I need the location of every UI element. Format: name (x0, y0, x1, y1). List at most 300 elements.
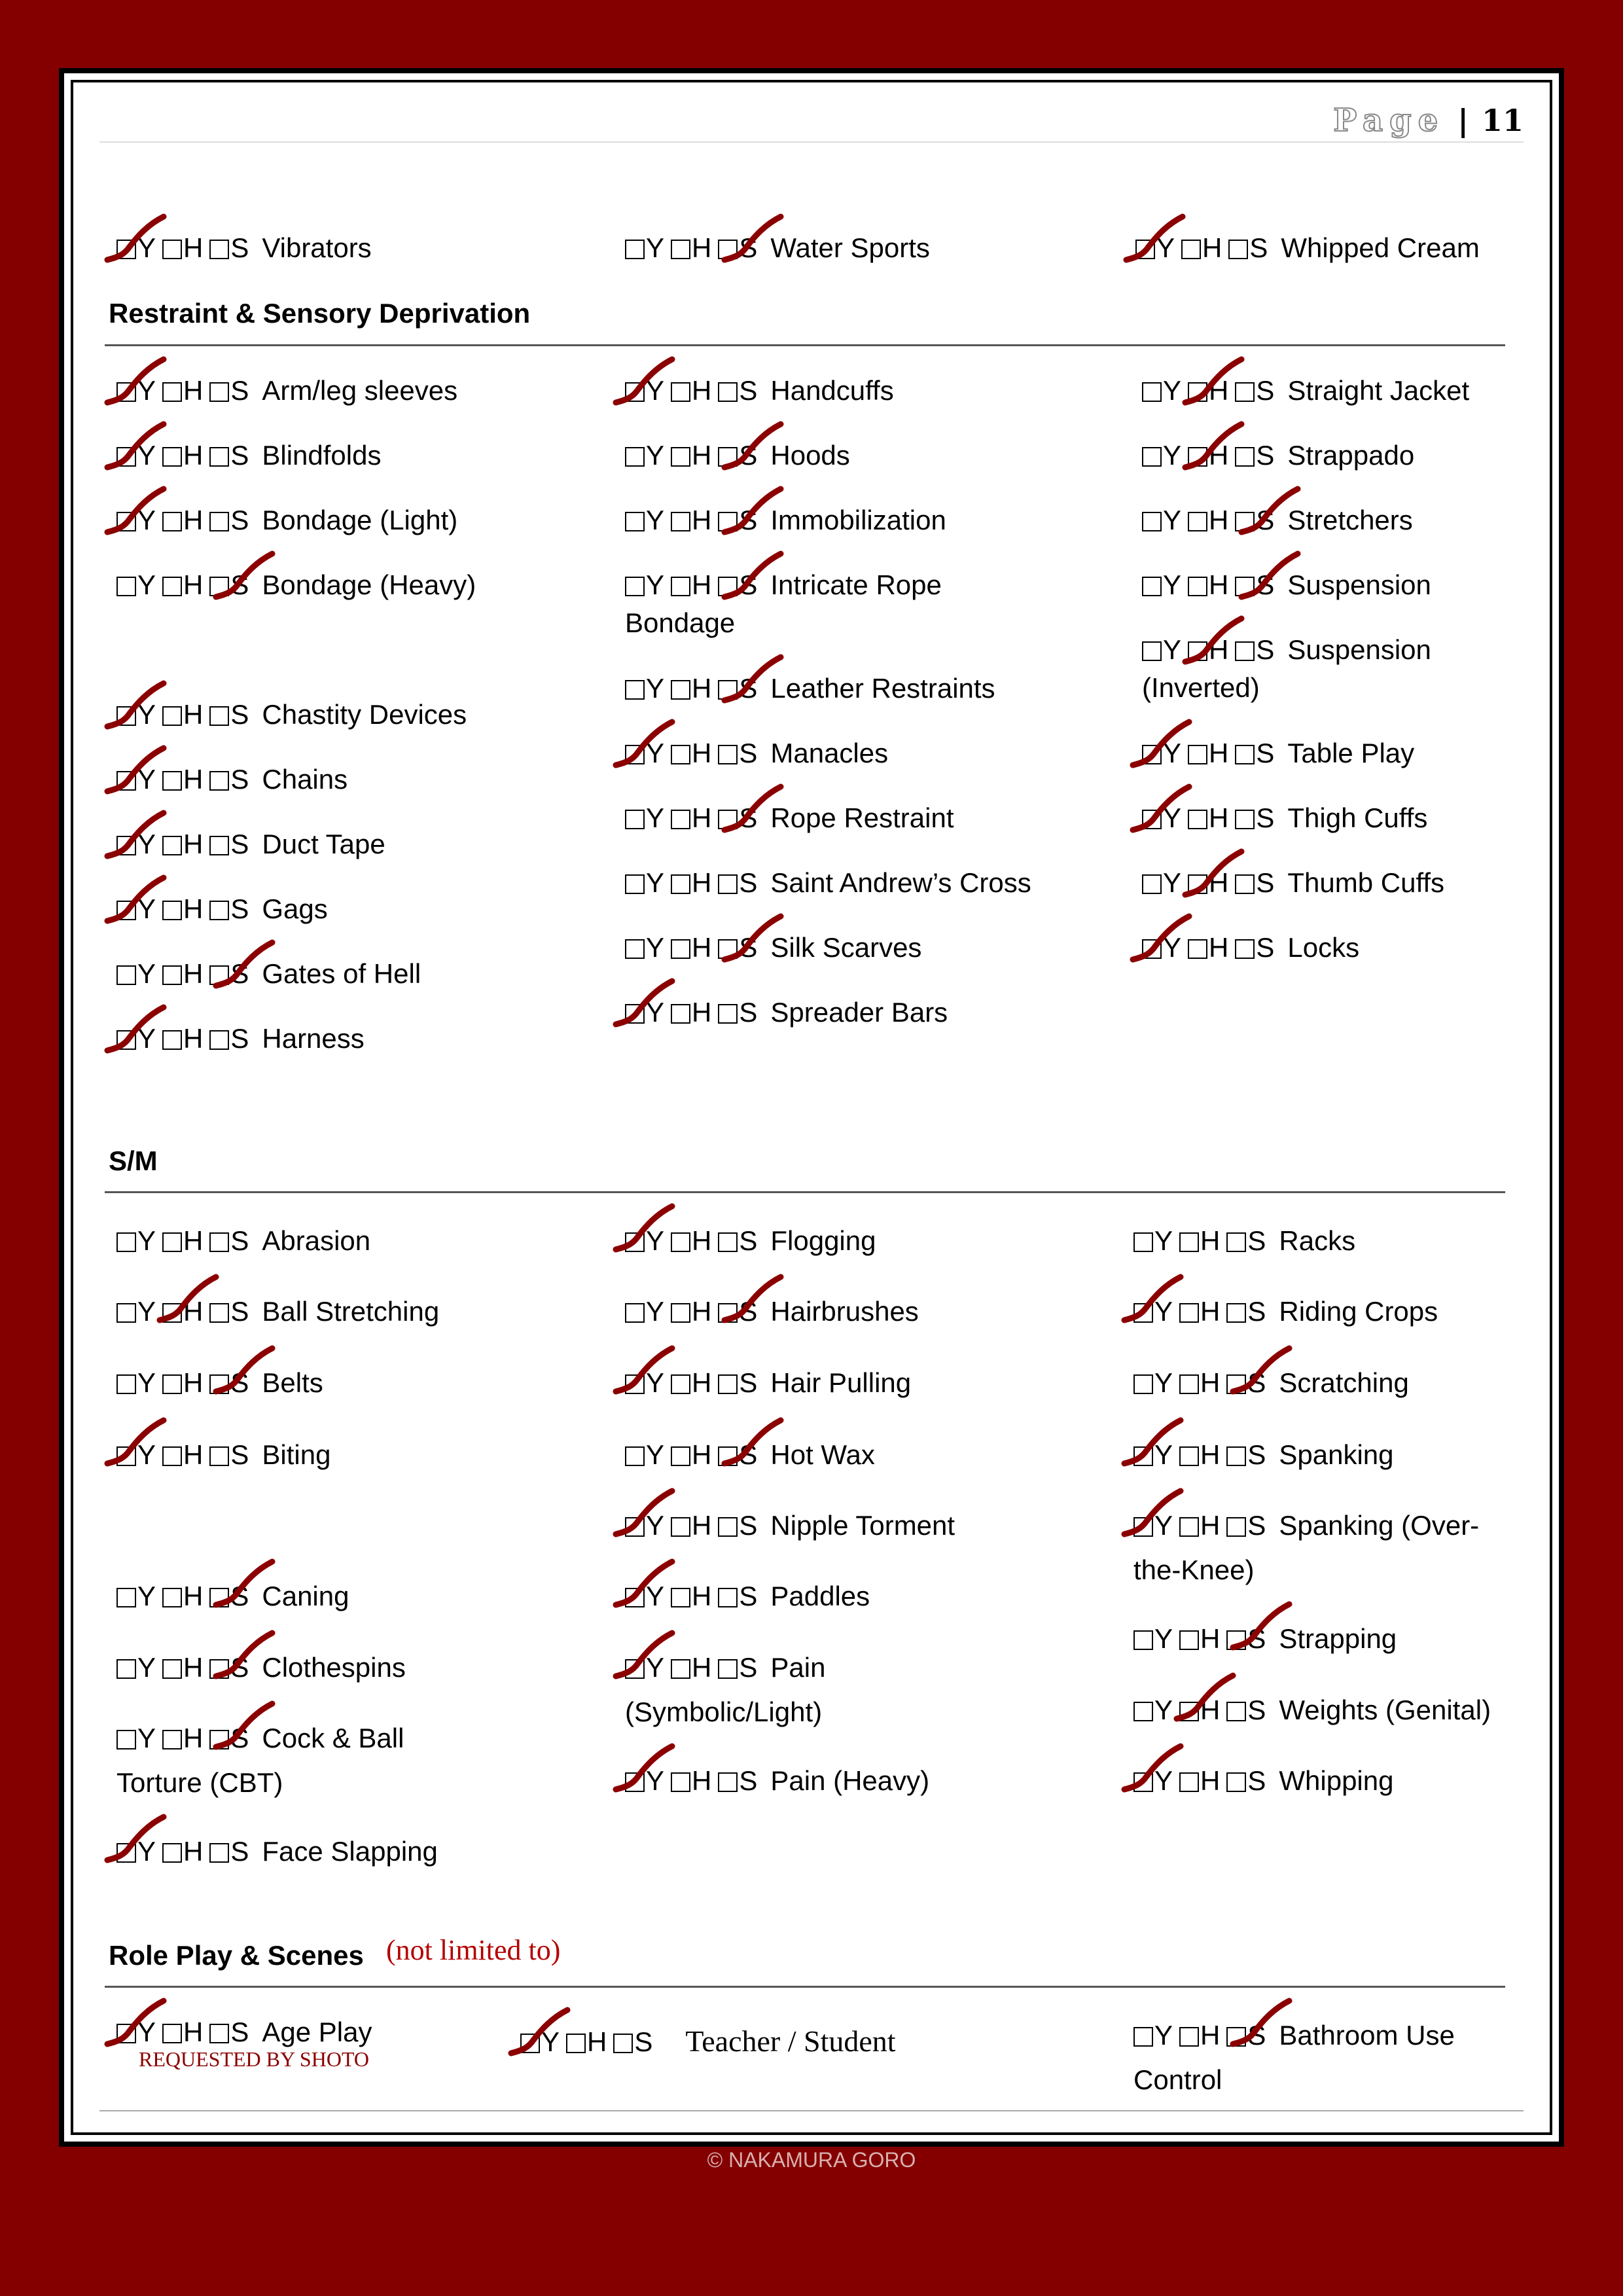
checkbox-s[interactable] (209, 447, 229, 467)
checkbox-h[interactable] (671, 1772, 690, 1792)
checkbox-h[interactable] (162, 706, 182, 726)
checkbox-letter: S (739, 673, 758, 704)
checklist-item-harness (116, 1020, 365, 1058)
checkbox-s[interactable] (1226, 1772, 1246, 1792)
checkbox-h[interactable] (1188, 641, 1207, 661)
item-label: Bathroom Use Control (1133, 2020, 1455, 2095)
checkbox-letter: Y (646, 1765, 665, 1796)
checkbox-letter: S (230, 1225, 249, 1256)
checkbox-h[interactable] (1188, 577, 1207, 596)
checkbox-letter: S (1249, 232, 1268, 263)
checkbox-y[interactable] (625, 1772, 645, 1792)
checkbox-y[interactable] (116, 1843, 136, 1863)
checkbox-h[interactable] (1179, 2027, 1199, 2047)
checkbox-y[interactable] (1133, 2027, 1153, 2047)
checklist-item-gags (116, 890, 328, 928)
checkbox-s[interactable] (209, 771, 229, 791)
checkbox-letter: Y (137, 1296, 156, 1327)
checkbox-h[interactable] (162, 836, 182, 855)
checkbox-s[interactable] (718, 447, 738, 467)
item-label: Stretchers (1287, 505, 1413, 535)
checkbox-letter: S (739, 932, 758, 963)
checkbox-h[interactable] (671, 1446, 690, 1466)
checkbox-letter: Y (137, 1581, 156, 1611)
checkbox-s[interactable] (1235, 939, 1255, 959)
checkbox-y[interactable] (625, 1004, 645, 1024)
checkbox-letter: S (739, 1581, 758, 1611)
checkbox-s[interactable] (209, 1446, 229, 1466)
checkbox-s[interactable] (1235, 512, 1255, 531)
checkbox-h[interactable] (671, 1374, 690, 1394)
checkbox-s[interactable] (1226, 2027, 1246, 2047)
choice-boxes (116, 829, 255, 859)
checkbox-s[interactable] (1235, 641, 1255, 661)
checkbox-h[interactable] (671, 512, 690, 531)
checkbox-h[interactable] (1179, 1303, 1199, 1323)
checkbox-h[interactable] (1179, 1630, 1199, 1650)
checklist-item-chains (116, 761, 348, 798)
checkbox-y[interactable] (625, 1303, 645, 1323)
choice-boxes (116, 232, 255, 263)
checkbox-y[interactable] (1142, 939, 1162, 959)
checkbox-letter: Y (137, 893, 156, 924)
checkbox-letter: H (692, 932, 712, 963)
item-label: Handcuffs (770, 375, 894, 406)
checkbox-h[interactable] (162, 2024, 182, 2043)
checkbox-h[interactable] (162, 240, 182, 259)
checkbox-h[interactable] (162, 1232, 182, 1252)
checkbox-letter: Y (646, 1296, 665, 1327)
item-label: Gags (262, 893, 328, 924)
choice-boxes (625, 1581, 764, 1611)
checkbox-y[interactable] (1142, 745, 1162, 764)
checkbox-s[interactable] (718, 1374, 738, 1394)
checkbox-h[interactable] (162, 1446, 182, 1466)
checkbox-letter: Y (646, 802, 665, 833)
checkbox-s[interactable] (209, 1303, 229, 1323)
checkbox-h[interactable] (671, 382, 690, 402)
checkbox-s[interactable] (718, 1517, 738, 1537)
checkbox-h[interactable] (671, 1004, 690, 1024)
checkbox-letter: H (183, 232, 204, 263)
checkbox-y[interactable] (625, 1659, 645, 1679)
checklist-item-stretchers (1142, 501, 1413, 539)
checkbox-y[interactable] (116, 1659, 136, 1679)
checkbox-y[interactable] (116, 1232, 136, 1252)
checkbox-letter: Y (137, 1652, 156, 1683)
item-label: Rope Restraint (770, 802, 954, 833)
checkbox-y[interactable] (625, 382, 645, 402)
checkbox-h[interactable] (1188, 447, 1207, 467)
checkbox-h[interactable] (1179, 1446, 1199, 1466)
choice-boxes (625, 997, 764, 1028)
checkbox-letter: S (230, 2017, 249, 2047)
checklist-item-flogging (625, 1219, 876, 1263)
checkbox-y[interactable] (625, 447, 645, 467)
checkbox-y[interactable] (116, 1588, 136, 1607)
checkbox-h[interactable] (671, 1659, 690, 1679)
checkbox-s[interactable] (718, 1659, 738, 1679)
checkbox-s[interactable] (718, 745, 738, 764)
checkbox-h[interactable] (671, 874, 690, 894)
choice-boxes (1133, 1367, 1272, 1398)
checklist-item-locks (1142, 929, 1359, 967)
checkbox-s[interactable] (209, 836, 229, 855)
choice-boxes (116, 893, 255, 924)
checkbox-y[interactable] (1133, 1446, 1153, 1466)
checkbox-y[interactable] (1133, 1702, 1153, 1721)
section-title-restraint: Restraint & Sensory Deprivation (109, 298, 531, 329)
checkbox-h[interactable] (1179, 1702, 1199, 1721)
item-label: Hairbrushes (770, 1296, 919, 1327)
checkbox-s[interactable] (1226, 1630, 1246, 1650)
checkbox-h[interactable] (162, 382, 182, 402)
checkbox-s[interactable] (209, 382, 229, 402)
checkbox-y[interactable] (1133, 1374, 1153, 1394)
checkbox-h[interactable] (671, 1588, 690, 1607)
checkbox-y[interactable] (116, 1446, 136, 1466)
checkbox-y[interactable] (116, 382, 136, 402)
checkbox-letter: S (230, 569, 249, 600)
checkbox-y[interactable] (625, 810, 645, 829)
checklist-item-silk-scarves (625, 929, 921, 967)
checkbox-h[interactable] (1188, 874, 1207, 894)
checkbox-h[interactable] (1179, 1517, 1199, 1537)
checkbox-s[interactable] (209, 512, 229, 531)
checkbox-s[interactable] (718, 512, 738, 531)
checkbox-h[interactable] (1188, 939, 1207, 959)
checkbox-h[interactable] (1181, 240, 1201, 259)
checkbox-h[interactable] (1188, 512, 1207, 531)
checkbox-s[interactable] (209, 1232, 229, 1252)
choice-boxes (1135, 232, 1274, 263)
checklist-item-weights-genital (1133, 1688, 1491, 1732)
item-label: Abrasion (262, 1225, 371, 1256)
checkbox-s[interactable] (209, 965, 229, 985)
checkbox-h[interactable] (1179, 1374, 1199, 1394)
checklist-item-whipped-cream (1135, 229, 1480, 267)
checkbox-letter: H (183, 1367, 204, 1398)
checkbox-y[interactable] (1142, 512, 1162, 531)
checkbox-y[interactable] (1133, 1303, 1153, 1323)
checkbox-h[interactable] (1188, 382, 1207, 402)
checkbox-h[interactable] (671, 680, 690, 700)
checkbox-y[interactable] (625, 874, 645, 894)
checkbox-h[interactable] (162, 1303, 182, 1323)
checkbox-y[interactable] (116, 836, 136, 855)
checkbox-letter: H (1202, 232, 1222, 263)
checkbox-s[interactable] (718, 1588, 738, 1607)
checkbox-h[interactable] (671, 745, 690, 764)
checkbox-s[interactable] (1226, 1517, 1246, 1537)
choice-boxes (116, 375, 255, 406)
checklist-item-thigh-cuffs (1142, 799, 1427, 837)
checkbox-h[interactable] (671, 1303, 690, 1323)
checkbox-letter: S (1256, 375, 1275, 406)
checklist-item-handcuffs (625, 372, 894, 410)
checkbox-letter: H (1200, 1225, 1221, 1256)
checkbox-y[interactable] (116, 577, 136, 596)
checkbox-s[interactable] (209, 1730, 229, 1749)
checkbox-y[interactable] (625, 1446, 645, 1466)
choice-boxes (116, 1367, 255, 1398)
checkbox-s[interactable] (718, 240, 738, 259)
item-label: Spanking (Over-the-Knee) (1133, 1510, 1480, 1585)
checkbox-s[interactable] (209, 1374, 229, 1394)
item-label: Biting (262, 1439, 331, 1470)
checkbox-h[interactable] (1188, 810, 1207, 829)
checkbox-s[interactable] (209, 1588, 229, 1607)
checkbox-h[interactable] (162, 1588, 182, 1607)
checkbox-h[interactable] (162, 512, 182, 531)
checkbox-h[interactable] (162, 577, 182, 596)
choice-boxes (520, 2026, 659, 2057)
checkbox-y[interactable] (116, 1303, 136, 1323)
checkbox-s[interactable] (718, 1303, 738, 1323)
checkbox-letter: H (692, 1367, 712, 1398)
item-label: Cock & Ball Torture (CBT) (116, 1723, 404, 1798)
checkbox-y[interactable] (116, 447, 136, 467)
choice-boxes (625, 867, 764, 898)
checkbox-letter: S (1256, 867, 1275, 898)
checkbox-letter: H (1209, 505, 1229, 535)
checkbox-s[interactable] (209, 1030, 229, 1050)
checkbox-s[interactable] (718, 1446, 738, 1466)
checkbox-h[interactable] (162, 1659, 182, 1679)
checkbox-letter: S (1247, 1695, 1266, 1725)
checkbox-y[interactable] (1135, 240, 1155, 259)
checkbox-h[interactable] (162, 771, 182, 791)
checkbox-h[interactable] (162, 965, 182, 985)
checkbox-s[interactable] (718, 939, 738, 959)
checkbox-s[interactable] (1235, 874, 1255, 894)
checkbox-s[interactable] (209, 1843, 229, 1863)
checkbox-h[interactable] (566, 2034, 586, 2053)
checkbox-s[interactable] (209, 901, 229, 920)
checkbox-h[interactable] (671, 577, 690, 596)
checkbox-letter: S (1247, 1225, 1266, 1256)
checkbox-s[interactable] (1235, 447, 1255, 467)
checkbox-h[interactable] (671, 1517, 690, 1537)
checkbox-letter: Y (137, 1367, 156, 1398)
checkbox-y[interactable] (625, 1374, 645, 1394)
checkbox-letter: S (230, 1023, 249, 1054)
checkbox-h[interactable] (162, 1730, 182, 1749)
checklist-item-intricate-rope-bondage (625, 566, 965, 642)
checkbox-letter: S (230, 1723, 249, 1753)
checkbox-y[interactable] (116, 1730, 136, 1749)
checkbox-s[interactable] (209, 706, 229, 726)
checklist-item-chastity-devices (116, 696, 467, 734)
checkbox-y[interactable] (1133, 1517, 1153, 1537)
checkbox-y[interactable] (116, 965, 136, 985)
checkbox-s[interactable] (209, 1659, 229, 1679)
checkbox-s[interactable] (1226, 1303, 1246, 1323)
checkbox-y[interactable] (625, 745, 645, 764)
checkbox-letter: S (1247, 1296, 1266, 1327)
checkbox-letter: H (183, 893, 204, 924)
checklist-item-suspension-inverted (1142, 631, 1482, 707)
checkbox-h[interactable] (162, 1843, 182, 1863)
checkbox-letter: H (692, 1510, 712, 1541)
checkbox-s[interactable] (718, 680, 738, 700)
checkbox-s[interactable] (1228, 240, 1248, 259)
checklist-item-hot-wax (625, 1433, 875, 1477)
checkbox-s[interactable] (718, 810, 738, 829)
checkbox-h[interactable] (162, 1030, 182, 1050)
checkbox-s[interactable] (718, 874, 738, 894)
checkbox-letter: S (1247, 2020, 1266, 2051)
checkbox-letter: Y (137, 958, 156, 989)
choice-boxes (116, 1723, 255, 1753)
checklist-item-water-sports (625, 229, 930, 267)
checkbox-letter: S (230, 1367, 249, 1398)
copyright: © NAKAMURA GORO (707, 2148, 916, 2172)
checkbox-y[interactable] (1142, 447, 1162, 467)
checkbox-s[interactable] (1235, 810, 1255, 829)
checkbox-letter: S (739, 232, 758, 263)
checkbox-s[interactable] (1235, 745, 1255, 764)
checkbox-letter: S (230, 440, 249, 471)
checkbox-s[interactable] (1226, 1446, 1246, 1466)
checkbox-letter: Y (1154, 1225, 1173, 1256)
checkbox-letter: H (692, 1225, 712, 1256)
checkbox-letter: Y (1163, 505, 1182, 535)
checkbox-s[interactable] (209, 2024, 229, 2043)
checkbox-y[interactable] (1142, 810, 1162, 829)
checkbox-h[interactable] (671, 240, 690, 259)
checkbox-h[interactable] (671, 810, 690, 829)
checkbox-y[interactable] (116, 706, 136, 726)
checklist-item-hoods (625, 437, 850, 475)
checkbox-letter: H (692, 1765, 712, 1796)
item-label: Gates of Hell (262, 958, 421, 989)
checkbox-s[interactable] (1226, 1702, 1246, 1721)
checkbox-letter: Y (137, 1836, 156, 1867)
section-divider-restraint (105, 344, 1505, 346)
checkbox-y[interactable] (625, 512, 645, 531)
checkbox-letter: S (1247, 1439, 1266, 1470)
item-label: Hoods (770, 440, 850, 471)
checkbox-y[interactable] (1133, 1630, 1153, 1650)
checkbox-s[interactable] (209, 577, 229, 596)
checklist-item-thumb-cuffs (1142, 864, 1444, 902)
checkbox-s[interactable] (718, 577, 738, 596)
checkbox-s[interactable] (613, 2034, 633, 2053)
checklist-item-duct-tape (116, 825, 385, 863)
checkbox-s[interactable] (1226, 1232, 1246, 1252)
checkbox-s[interactable] (209, 240, 229, 259)
checkbox-h[interactable] (162, 1374, 182, 1394)
checkbox-letter: S (230, 1836, 249, 1867)
checkbox-letter: H (1200, 1296, 1221, 1327)
checkbox-letter: H (692, 1296, 712, 1327)
checklist-item-cock-ball-torture-cbt (116, 1716, 457, 1805)
checkbox-y[interactable] (116, 1030, 136, 1050)
checkbox-y[interactable] (520, 2034, 540, 2053)
item-label: Hot Wax (770, 1439, 875, 1470)
checkbox-s[interactable] (718, 1232, 738, 1252)
checkbox-letter: S (739, 375, 758, 406)
checkbox-h[interactable] (1179, 1232, 1199, 1252)
checkbox-s[interactable] (1235, 577, 1255, 596)
checkbox-letter: S (230, 958, 249, 989)
checkbox-y[interactable] (116, 240, 136, 259)
checkbox-letter: S (739, 505, 758, 535)
checkbox-y[interactable] (1133, 1232, 1153, 1252)
checkbox-letter: H (1209, 634, 1229, 665)
item-label: Bondage (Light) (262, 505, 458, 535)
checkbox-h[interactable] (162, 901, 182, 920)
checklist-item-spreader-bars (625, 994, 948, 1031)
choice-boxes (1142, 738, 1281, 768)
item-label: Strapping (1279, 1623, 1397, 1654)
checkbox-letter: S (739, 997, 758, 1028)
checkbox-y[interactable] (116, 2024, 136, 2043)
checkbox-y[interactable] (116, 512, 136, 531)
checkbox-s[interactable] (1226, 1374, 1246, 1394)
choice-boxes (116, 2017, 255, 2047)
checkbox-h[interactable] (671, 939, 690, 959)
checklist-item-caning (116, 1574, 349, 1619)
checkbox-y[interactable] (116, 901, 136, 920)
checkbox-s[interactable] (718, 382, 738, 402)
checkbox-letter: Y (1154, 2020, 1173, 2051)
choice-boxes (116, 1439, 255, 1470)
checkbox-y[interactable] (1142, 577, 1162, 596)
choice-boxes (116, 1296, 255, 1327)
checkbox-letter: H (587, 2026, 607, 2057)
checkbox-letter: Y (646, 440, 665, 471)
checkbox-y[interactable] (625, 240, 645, 259)
checkbox-h[interactable] (162, 447, 182, 467)
checkbox-s[interactable] (718, 1772, 738, 1792)
checkbox-y[interactable] (116, 1374, 136, 1394)
checkbox-h[interactable] (1188, 745, 1207, 764)
checkbox-letter: H (1209, 867, 1229, 898)
checkbox-letter: S (1256, 505, 1275, 535)
checkbox-y[interactable] (625, 939, 645, 959)
checkbox-y[interactable] (625, 1232, 645, 1252)
choice-boxes (116, 1581, 255, 1611)
choice-boxes (625, 375, 764, 406)
checkbox-y[interactable] (625, 680, 645, 700)
checkbox-y[interactable] (1142, 382, 1162, 402)
item-label: Silk Scarves (770, 932, 922, 963)
checkbox-s[interactable] (718, 1004, 738, 1024)
checkbox-letter: Y (541, 2026, 560, 2057)
checkbox-letter: Y (646, 1510, 665, 1541)
checkbox-letter: H (1209, 738, 1229, 768)
checkbox-letter: S (230, 232, 249, 263)
checkbox-h[interactable] (671, 447, 690, 467)
checkbox-y[interactable] (1142, 874, 1162, 894)
checkbox-letter: H (692, 1652, 712, 1683)
checkbox-h[interactable] (1179, 1772, 1199, 1792)
checkbox-h[interactable] (671, 1232, 690, 1252)
checkbox-s[interactable] (1235, 382, 1255, 402)
item-label: Suspension (1287, 569, 1431, 600)
checkbox-y[interactable] (625, 1517, 645, 1537)
checkbox-y[interactable] (116, 771, 136, 791)
checkbox-y[interactable] (625, 1588, 645, 1607)
choice-boxes (116, 440, 255, 471)
checkbox-y[interactable] (625, 577, 645, 596)
checkbox-y[interactable] (1142, 641, 1162, 661)
checkbox-letter: H (692, 997, 712, 1028)
choice-boxes (625, 569, 764, 600)
checkbox-y[interactable] (1133, 1772, 1153, 1792)
